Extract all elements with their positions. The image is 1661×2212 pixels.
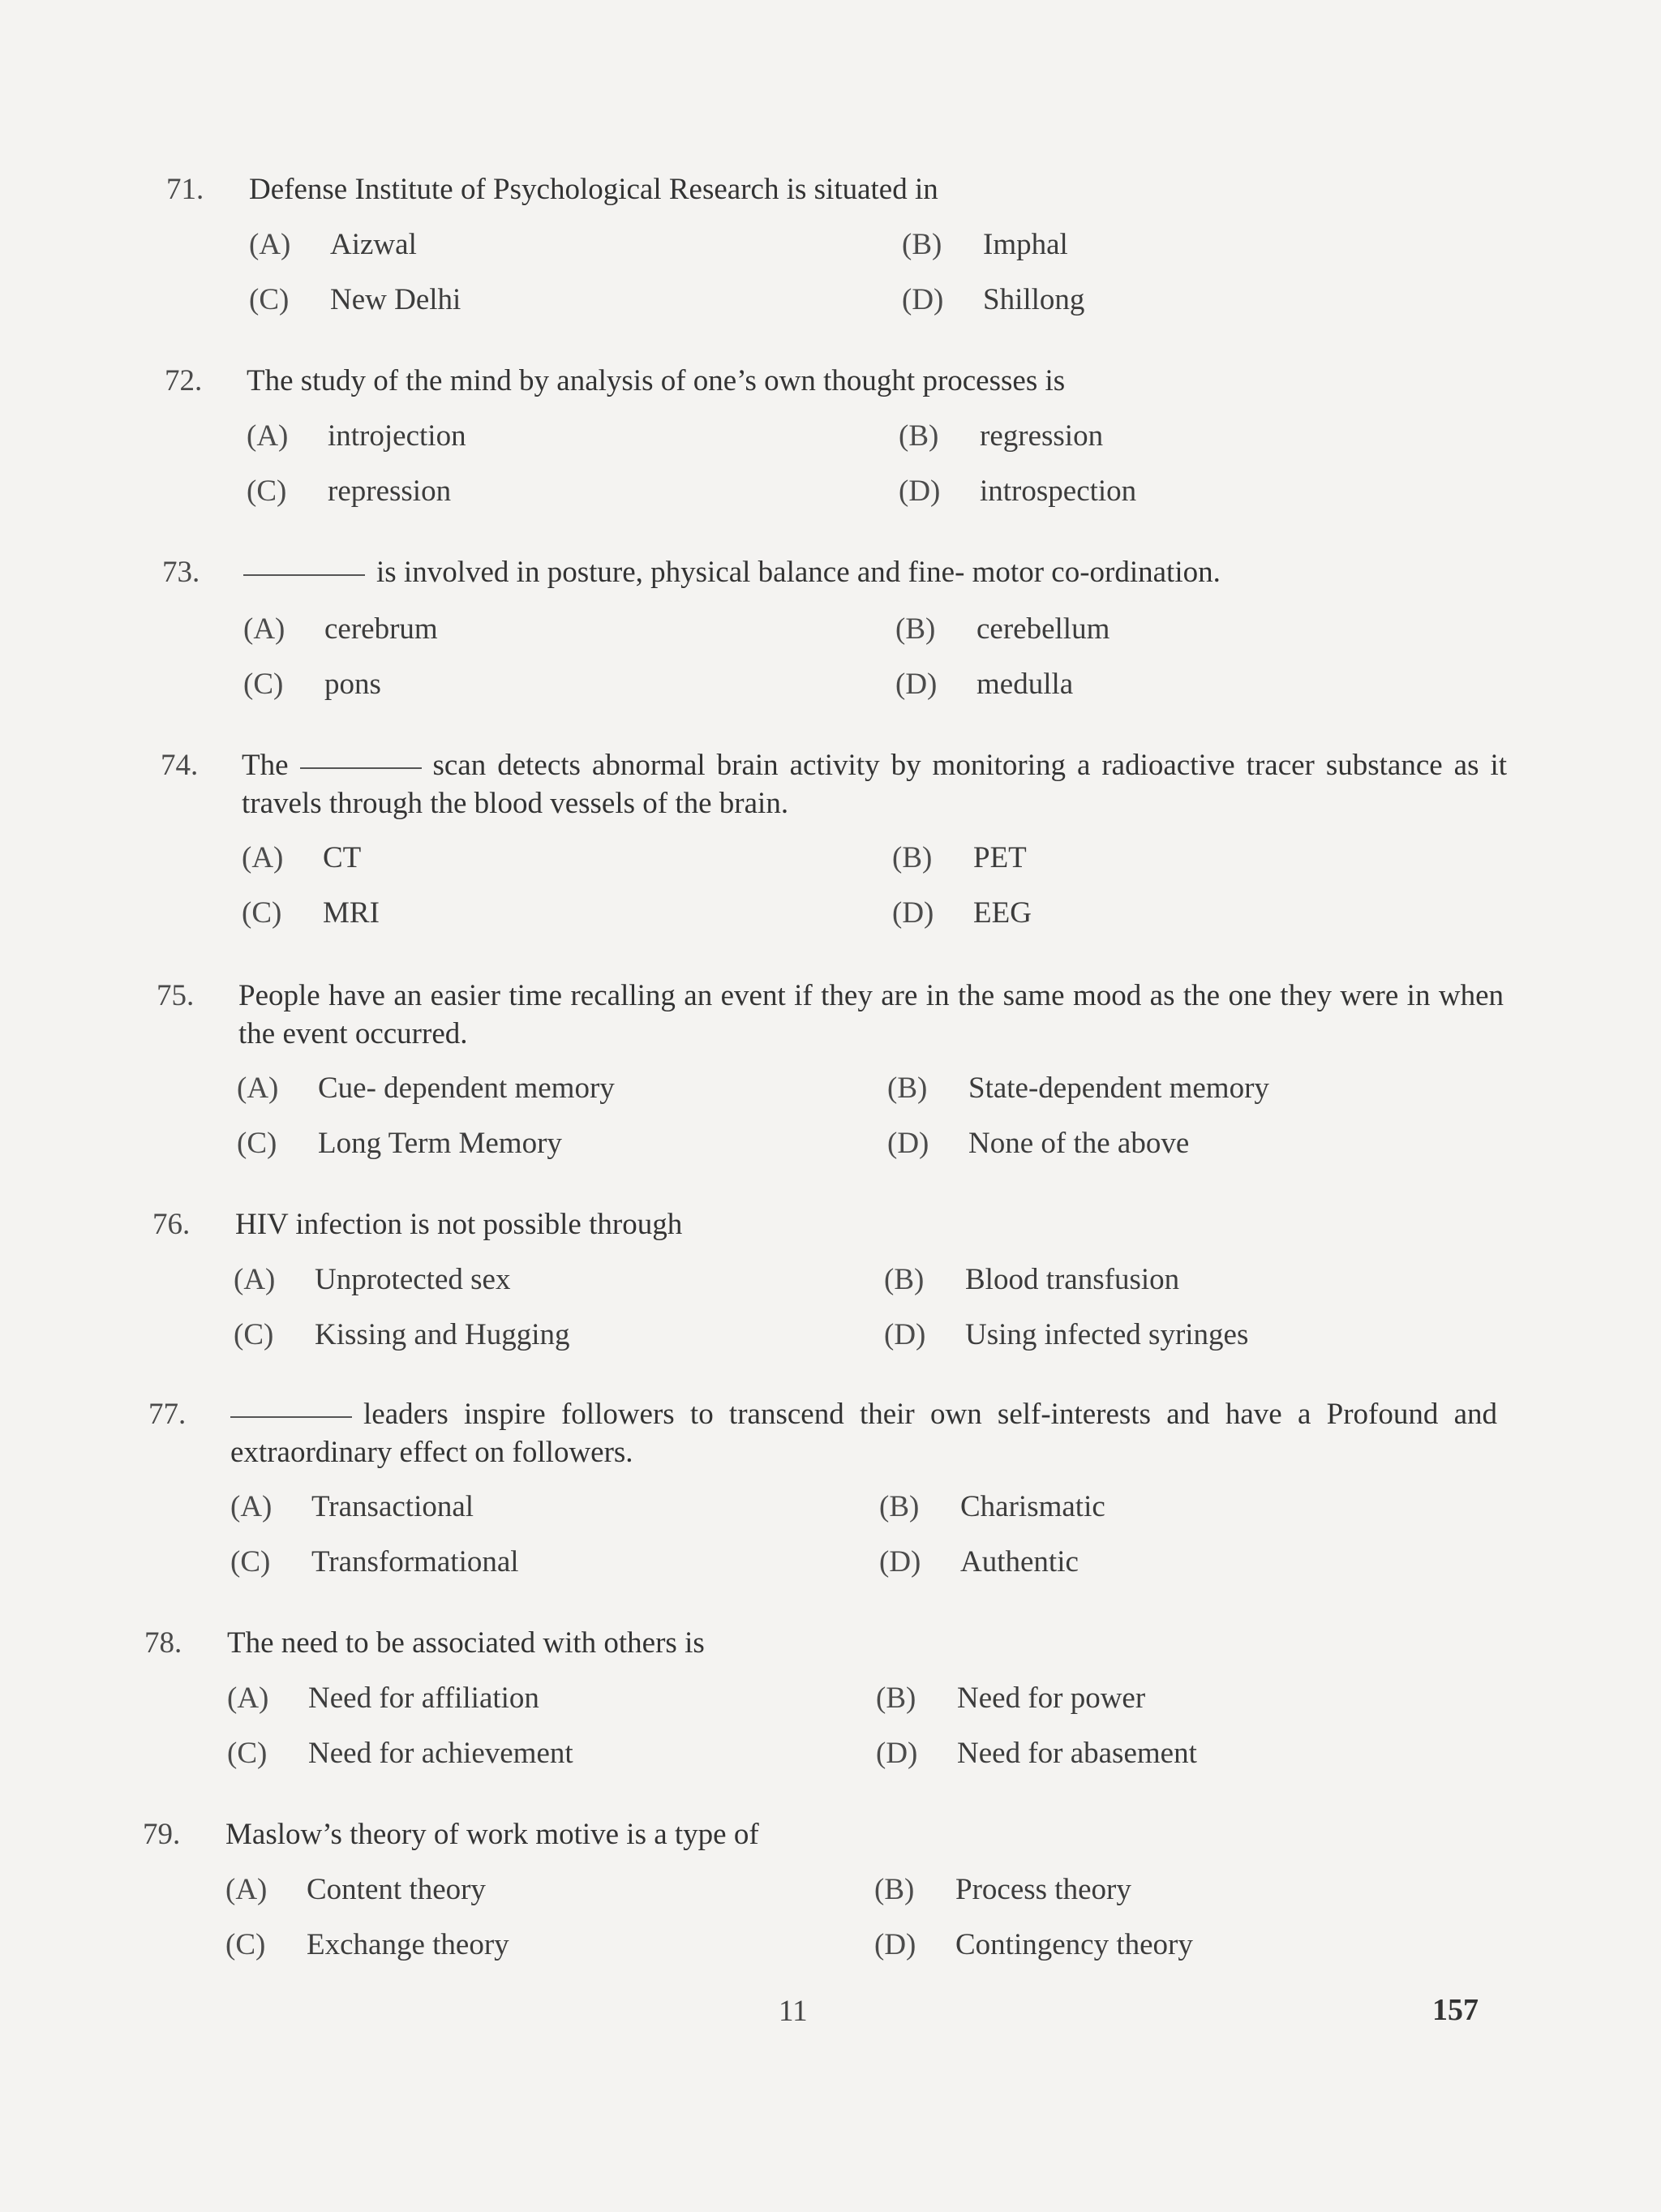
option-c — [243, 667, 381, 702]
option-label: (C) — [225, 1928, 266, 1961]
question-number: 77. — [148, 1398, 187, 1431]
option-b — [887, 1071, 1269, 1106]
option-d — [876, 1736, 1197, 1771]
option-text: Need for achievement — [308, 1737, 573, 1770]
option-text: cerebellum — [976, 612, 1110, 646]
page-number: 11 — [779, 1995, 808, 2028]
option-a — [247, 419, 466, 453]
option-label: (B) — [895, 612, 936, 646]
option-d — [892, 896, 1032, 930]
question-text: The study of the mind by analysis of one’s own thought processes is — [247, 364, 1066, 397]
option-a — [249, 227, 417, 262]
option-text: Process theory — [955, 1873, 1131, 1906]
option-text: introspection — [980, 475, 1137, 508]
option-text: Charismatic — [960, 1490, 1105, 1523]
option-a — [225, 1872, 486, 1907]
option-c — [227, 1736, 573, 1771]
option-d — [902, 282, 1084, 317]
option-c — [225, 1927, 509, 1962]
option-text: Need for abasement — [957, 1737, 1197, 1770]
option-label: (D) — [884, 1318, 926, 1351]
option-label: (A) — [243, 612, 285, 646]
question-number: 73. — [162, 556, 200, 589]
option-label: (D) — [887, 1127, 929, 1160]
option-text: Need for power — [957, 1682, 1146, 1715]
option-b — [899, 419, 1103, 453]
option-label: (C) — [230, 1545, 271, 1578]
option-text: Aizwal — [330, 228, 417, 261]
option-label: (C) — [249, 283, 290, 316]
option-text: Shillong — [983, 283, 1085, 316]
option-label: (C) — [247, 475, 287, 508]
question-number: 78. — [144, 1626, 182, 1660]
option-text: Transformational — [311, 1545, 519, 1578]
option-text: Blood transfusion — [965, 1263, 1180, 1296]
option-b — [884, 1262, 1179, 1297]
option-d — [899, 474, 1136, 509]
option-b — [879, 1489, 1105, 1524]
option-label: (A) — [247, 419, 289, 453]
option-text: introjection — [328, 419, 466, 453]
question-text-after-blank: is involved in posture, physical balance and fine- motor co-ordination. — [376, 556, 1221, 589]
question-number: 74. — [161, 749, 199, 782]
booklet-code: 157 — [1432, 1993, 1479, 2027]
question-text — [243, 553, 1509, 591]
option-text: Unprotected sex — [315, 1263, 511, 1296]
option-b — [874, 1872, 1131, 1907]
option-text: Using infected syringes — [965, 1318, 1249, 1351]
option-label: (C) — [234, 1318, 274, 1351]
question-text: HIV infection is not possible through — [235, 1208, 683, 1241]
option-label: (A) — [227, 1682, 269, 1715]
option-label: (A) — [230, 1490, 273, 1523]
option-label: (C) — [237, 1127, 277, 1160]
option-b — [892, 840, 1027, 875]
option-text: pons — [324, 668, 381, 701]
question-number: 72. — [165, 364, 203, 397]
option-text: cerebrum — [324, 612, 438, 646]
option-label: (D) — [879, 1545, 921, 1578]
option-label: (A) — [234, 1263, 276, 1296]
option-a — [230, 1489, 474, 1524]
option-label: (B) — [879, 1490, 920, 1523]
option-d — [884, 1317, 1248, 1352]
option-a — [227, 1681, 539, 1716]
option-text: Imphal — [983, 228, 1068, 261]
question-number: 76. — [152, 1208, 191, 1241]
option-text: Content theory — [307, 1873, 486, 1906]
fill-in-blank — [300, 767, 422, 769]
option-text: Transactional — [311, 1490, 474, 1523]
option-label: (B) — [876, 1682, 916, 1715]
option-label: (C) — [227, 1737, 268, 1770]
question-text-after-blank: leaders inspire followers to transcend their own self-interests and have a Profound and extraordinary effect on followers. — [230, 1398, 1497, 1469]
option-label: (A) — [249, 228, 291, 261]
question-text — [230, 1395, 1497, 1471]
option-a — [234, 1262, 510, 1297]
option-text: Need for affiliation — [308, 1682, 539, 1715]
option-c — [242, 896, 380, 930]
option-text: MRI — [323, 896, 380, 930]
option-text: CT — [323, 841, 362, 874]
option-text: New Delhi — [330, 283, 461, 316]
option-c — [237, 1126, 562, 1161]
option-d — [887, 1126, 1189, 1161]
option-text: Authentic — [960, 1545, 1079, 1578]
option-b — [876, 1681, 1145, 1716]
option-label: (A) — [242, 841, 284, 874]
fill-in-blank — [243, 574, 365, 576]
option-label: (B) — [892, 841, 933, 874]
option-d — [874, 1927, 1193, 1962]
question-text: The need to be associated with others is — [227, 1626, 705, 1660]
option-text: Exchange theory — [307, 1928, 509, 1961]
option-label: (C) — [242, 896, 282, 930]
option-text: Kissing and Hugging — [315, 1318, 570, 1351]
option-a — [243, 612, 438, 646]
option-label: (D) — [892, 896, 934, 930]
option-d — [895, 667, 1073, 702]
option-text: State-dependent memory — [968, 1072, 1269, 1105]
fill-in-blank — [230, 1416, 352, 1418]
option-label: (A) — [237, 1072, 279, 1105]
option-d — [879, 1544, 1079, 1579]
question-text: People have an easier time recalling an event if they are in the same mood as the one they were in when the event occurred. — [238, 979, 1504, 1050]
option-label: (D) — [899, 475, 941, 508]
option-text: PET — [973, 841, 1027, 874]
question-text: Maslow’s theory of work motive is a type of — [225, 1818, 759, 1851]
option-label: (D) — [876, 1737, 918, 1770]
option-text: medulla — [976, 668, 1074, 701]
option-a — [242, 840, 361, 875]
option-label: (D) — [874, 1928, 916, 1961]
option-label: (B) — [887, 1072, 928, 1105]
option-label: (C) — [243, 668, 284, 701]
option-b — [895, 612, 1109, 646]
option-label: (A) — [225, 1873, 268, 1906]
question-text: Defense Institute of Psychological Research is situated in — [249, 173, 938, 206]
question-number: 71. — [166, 173, 204, 206]
option-text: regression — [980, 419, 1104, 453]
option-label: (B) — [902, 228, 942, 261]
option-c — [234, 1317, 570, 1352]
question-number: 75. — [157, 979, 195, 1012]
option-c — [230, 1544, 519, 1579]
option-text: EEG — [973, 896, 1032, 930]
option-label: (B) — [884, 1263, 925, 1296]
option-text: repression — [328, 475, 452, 508]
question-text — [242, 746, 1507, 823]
question-text-before-blank: The — [242, 749, 289, 782]
option-c — [247, 474, 451, 509]
option-text: Long Term Memory — [318, 1127, 562, 1160]
option-a — [237, 1071, 615, 1106]
option-text: Contingency theory — [955, 1928, 1193, 1961]
option-c — [249, 282, 461, 317]
option-b — [902, 227, 1068, 262]
option-text: Cue- dependent memory — [318, 1072, 615, 1105]
option-label: (D) — [895, 668, 938, 701]
option-label: (B) — [874, 1873, 915, 1906]
option-label: (B) — [899, 419, 939, 453]
option-label: (D) — [902, 283, 944, 316]
option-text: None of the above — [968, 1127, 1190, 1160]
question-text-after-blank: scan detects abnormal brain activity by monitoring a radioactive tracer substance as it travels through the blood vessels of the brain. — [242, 749, 1508, 820]
question-number: 79. — [143, 1818, 181, 1851]
